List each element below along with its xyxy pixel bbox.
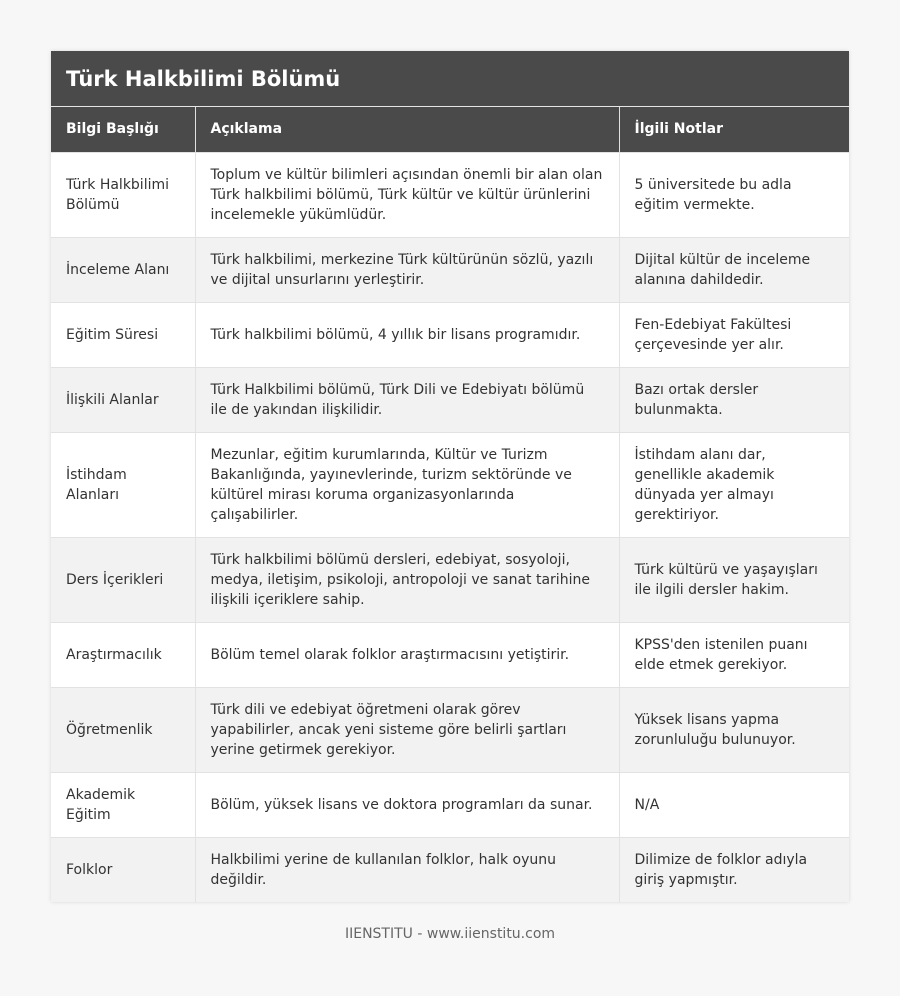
table-row: [51, 152, 849, 237]
cell-description: Türk halkbilimi bölümü dersleri, edebiyat, sosyoloji, medya, iletişim, psikoloji, antropoloji ve sanat tarihine ilişkili içeriklere sahip.: [195, 537, 619, 622]
cell-notes: 5 üniversitede bu adla eğitim vermekte.: [619, 152, 849, 237]
table-row: [51, 537, 849, 622]
cell-description: Türk halkbilimi, merkezine Türk kültürünün sözlü, yazılı ve dijital unsurlarını yerleştirir.: [195, 237, 619, 302]
cell-topic: İnceleme Alanı: [51, 237, 195, 302]
table-header: [51, 107, 849, 152]
table-title: Türk Halkbilimi Bölümü: [51, 51, 849, 107]
table-row: [51, 837, 849, 902]
cell-description: Mezunlar, eğitim kurumlarında, Kültür ve Turizm Bakanlığında, yayınevlerinde, turizm sektöründe ve kültürel mirası koruma organizasyonlarında çalışabilirler.: [195, 432, 619, 537]
column-header-description: Açıklama: [195, 107, 619, 152]
cell-notes: İstihdam alanı dar, genellikle akademik dünyada yer almayı gerektiriyor.: [619, 432, 849, 537]
cell-notes: Türk kültürü ve yaşayışları ile ilgili dersler hakim.: [619, 537, 849, 622]
cell-topic: Türk Halkbilimi Bölümü: [51, 152, 195, 237]
cell-topic: Akademik Eğitim: [51, 772, 195, 837]
cell-notes: Yüksek lisans yapma zorunluluğu bulunuyor.: [619, 687, 849, 772]
cell-notes: N/A: [619, 772, 849, 837]
info-table-card: [51, 51, 849, 902]
info-table: [51, 107, 849, 902]
cell-description: Toplum ve kültür bilimleri açısından önemli bir alan olan Türk halkbilimi bölümü, Türk kültür ve kültür ürünlerini incelemekle yükümlüdür.: [195, 152, 619, 237]
column-header-topic: Bilgi Başlığı: [51, 107, 195, 152]
column-header-notes: İlgili Notlar: [619, 107, 849, 152]
footer-credit: IIENSTITU - www.iienstitu.com: [344, 926, 556, 942]
cell-topic: İstihdam Alanları: [51, 432, 195, 537]
cell-description: Bölüm temel olarak folklor araştırmacısını yetiştirir.: [195, 622, 619, 687]
cell-notes: KPSS'den istenilen puanı elde etmek gerekiyor.: [619, 622, 849, 687]
cell-topic: Folklor: [51, 837, 195, 902]
table-row: [51, 302, 849, 367]
table-row: [51, 687, 849, 772]
cell-topic: Eğitim Süresi: [51, 302, 195, 367]
table-row: [51, 772, 849, 837]
table-row: [51, 622, 849, 687]
table-row: [51, 432, 849, 537]
cell-description: Türk Halkbilimi bölümü, Türk Dili ve Edebiyatı bölümü ile de yakından ilişkilidir.: [195, 367, 619, 432]
cell-description: Bölüm, yüksek lisans ve doktora programları da sunar.: [195, 772, 619, 837]
table-row: [51, 367, 849, 432]
cell-description: Türk halkbilimi bölümü, 4 yıllık bir lisans programıdır.: [195, 302, 619, 367]
cell-notes: Dijital kültür de inceleme alanına dahildedir.: [619, 237, 849, 302]
cell-description: Halkbilimi yerine de kullanılan folklor, halk oyunu değildir.: [195, 837, 619, 902]
cell-notes: Bazı ortak dersler bulunmakta.: [619, 367, 849, 432]
cell-topic: Ders İçerikleri: [51, 537, 195, 622]
table-row: [51, 237, 849, 302]
header-row: [51, 107, 849, 152]
cell-topic: Araştırmacılık: [51, 622, 195, 687]
cell-notes: Dilimize de folklor adıyla giriş yapmıştır.: [619, 837, 849, 902]
cell-topic: İlişkili Alanlar: [51, 367, 195, 432]
cell-notes: Fen-Edebiyat Fakültesi çerçevesinde yer alır.: [619, 302, 849, 367]
cell-description: Türk dili ve edebiyat öğretmeni olarak görev yapabilirler, ancak yeni sisteme göre belirli şartları yerine getirmek gerekiyor.: [195, 687, 619, 772]
cell-topic: Öğretmenlik: [51, 687, 195, 772]
table-body: [51, 152, 849, 902]
